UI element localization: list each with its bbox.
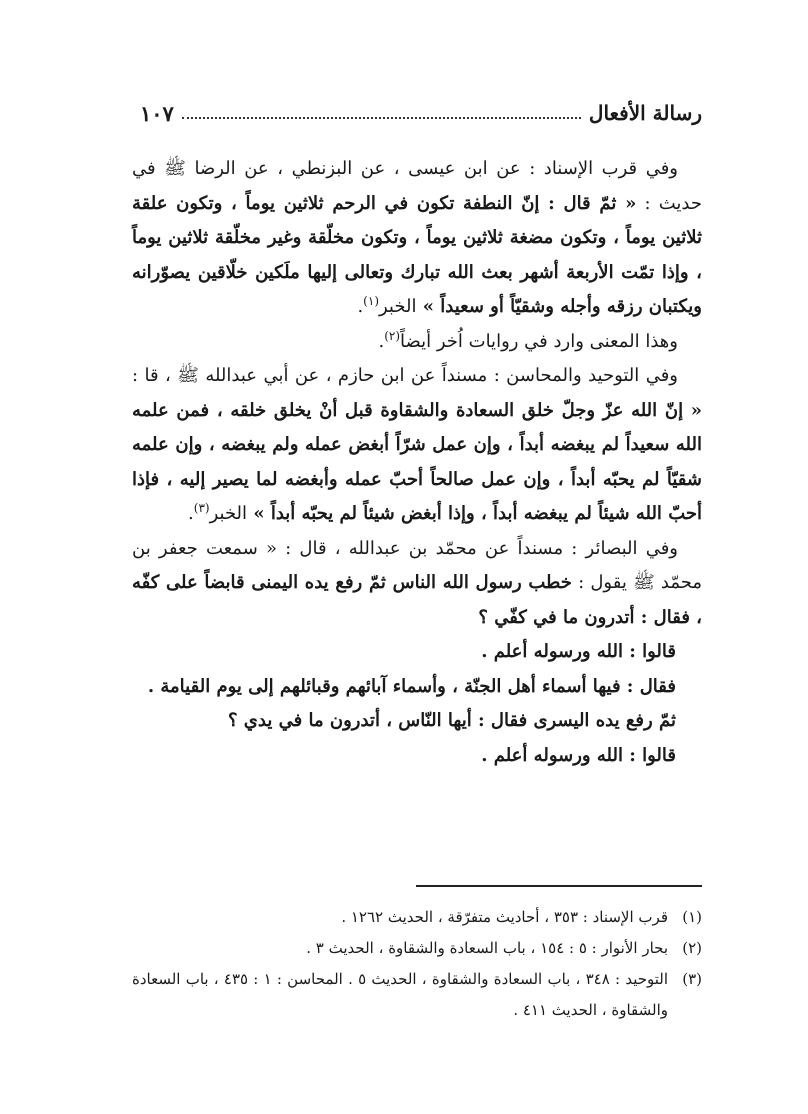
hadith-quote: « إنّ الله عزّ وجلّ خلق السعادة والشقاوة قبل أنْ يخلق خلقه ، فمن علمه الله سعيداً لم يبغضه أبداً ، وإن عمل شرّاً أبغض عمله ولم يبغضه ، وإن علمه شقيّاً لم يحبّه أبداً ، وإن عمل صالحاً أحبّ عمله وأبغضه لما يصير إليه ، فإذا أحبّ الله شيئاً لم يبغضه أبداً ، وإذا أبغض شيئاً لم يحبّه أبداً » (132, 399, 702, 524)
paragraph-qurb-al-isnad (132, 152, 702, 325)
page-number: ١٠٧ (140, 100, 174, 126)
footnote-ref-1: (١) (363, 294, 379, 308)
paragraph-text: وهذا المعنى وارد في روايات اُخر أيضاً (400, 330, 678, 352)
footnote-1 (132, 902, 702, 933)
paragraph-tail: الخبر (209, 503, 248, 524)
hadith-quote: « ثمّ قال : إنّ النطفة تكون في الرحم ثلاثين يوماً ، وتكون علقة ثلاثين يوماً ، وتكون مضغة ثلاثين يوماً ، وتكون مخلّقة وغير مخلّقة ثلاثين يوماً ، وإذا تمّت الأربعة أشهر بعث الله تبارك وتعالى إليها ملَكين خلّاقين يصوّرانه ويكتبان رزقه وأجله وشقيّاً أو سعيداً » (132, 192, 702, 317)
paragraph-end: . (188, 503, 194, 524)
paragraph-tawhid-mahasin (132, 359, 702, 532)
hadith-quote: خطب رسول الله الناس ثمّ رفع يده اليمنى قابضاً على كفّه ، فقال : أتدرون ما في كفّي ؟ (132, 572, 702, 628)
footnote-3 (132, 964, 702, 1026)
footnotes (132, 902, 702, 1026)
paragraph-basair (132, 532, 702, 636)
footnote-separator (416, 885, 702, 887)
footnote-ref-2: (٢) (384, 328, 401, 343)
footnote-text: بحار الأنوار : ٥ : ١٥٤ ، باب السعادة والشقاوة ، الحديث ٣ . (306, 939, 668, 957)
running-header (140, 96, 702, 130)
footnote-text: التوحيد : ٣٤٨ ، باب السعادة والشقاوة ، الحديث ٥ . المحاسن : ١ : ٤٣٥ ، باب السعادة والشقاوة ، الحديث ٤١١ . (132, 970, 669, 1019)
paragraph-intro: وفي التوحيد والمحاسن : مسنداً عن ابن حازم ، عن أبي عبدالله ﷺ ، قا : (132, 365, 678, 386)
paragraph-intro: وفي البصائر : مسنداً عن محمّد بن عبدالله ، قال : « سمعت جعفر بن محمّد ﷺ يقول : (132, 537, 702, 593)
dialogue-line: قالوا : الله ورسوله أعلم . (481, 744, 676, 766)
paragraph-end: . (357, 296, 364, 317)
footnote-ref-3: (٣) (193, 501, 210, 515)
header-leader-dots (182, 117, 581, 119)
paragraph-end: . (378, 330, 385, 352)
footnote-text: قرب الإسناد : ٣٥٣ ، أحاديث متفرّقة ، الحديث ١٢٦٢ . (341, 908, 668, 926)
dialogue-line: فقال : فيها أسماء أهل الجنّة ، وأسماء آبائهم وقبائلهم إلى يوم القيامة . (147, 675, 676, 697)
dialogue-line: قالوا : الله ورسوله أعلم . (481, 641, 676, 662)
footnote-number: (١) (682, 908, 702, 926)
paragraph-intro: وفي قرب الإسناد : عن ابن عيسى ، عن البزنطي ، عن الرضا ﷺ في حديث : (132, 158, 702, 214)
dialogue-line: ثمّ رفع يده اليسرى فقال : أيها النّاس ، أتدرون ما في يدي ؟ (227, 710, 676, 731)
footnote-2 (132, 933, 702, 964)
chapter-title: رسالة الأفعال (588, 101, 702, 125)
footnote-number: (٣) (682, 970, 702, 988)
paragraph-other-narrations (132, 325, 702, 360)
paragraph-tail: الخبر (379, 296, 417, 317)
footnote-number: (٢) (682, 939, 702, 957)
main-text (132, 152, 702, 773)
